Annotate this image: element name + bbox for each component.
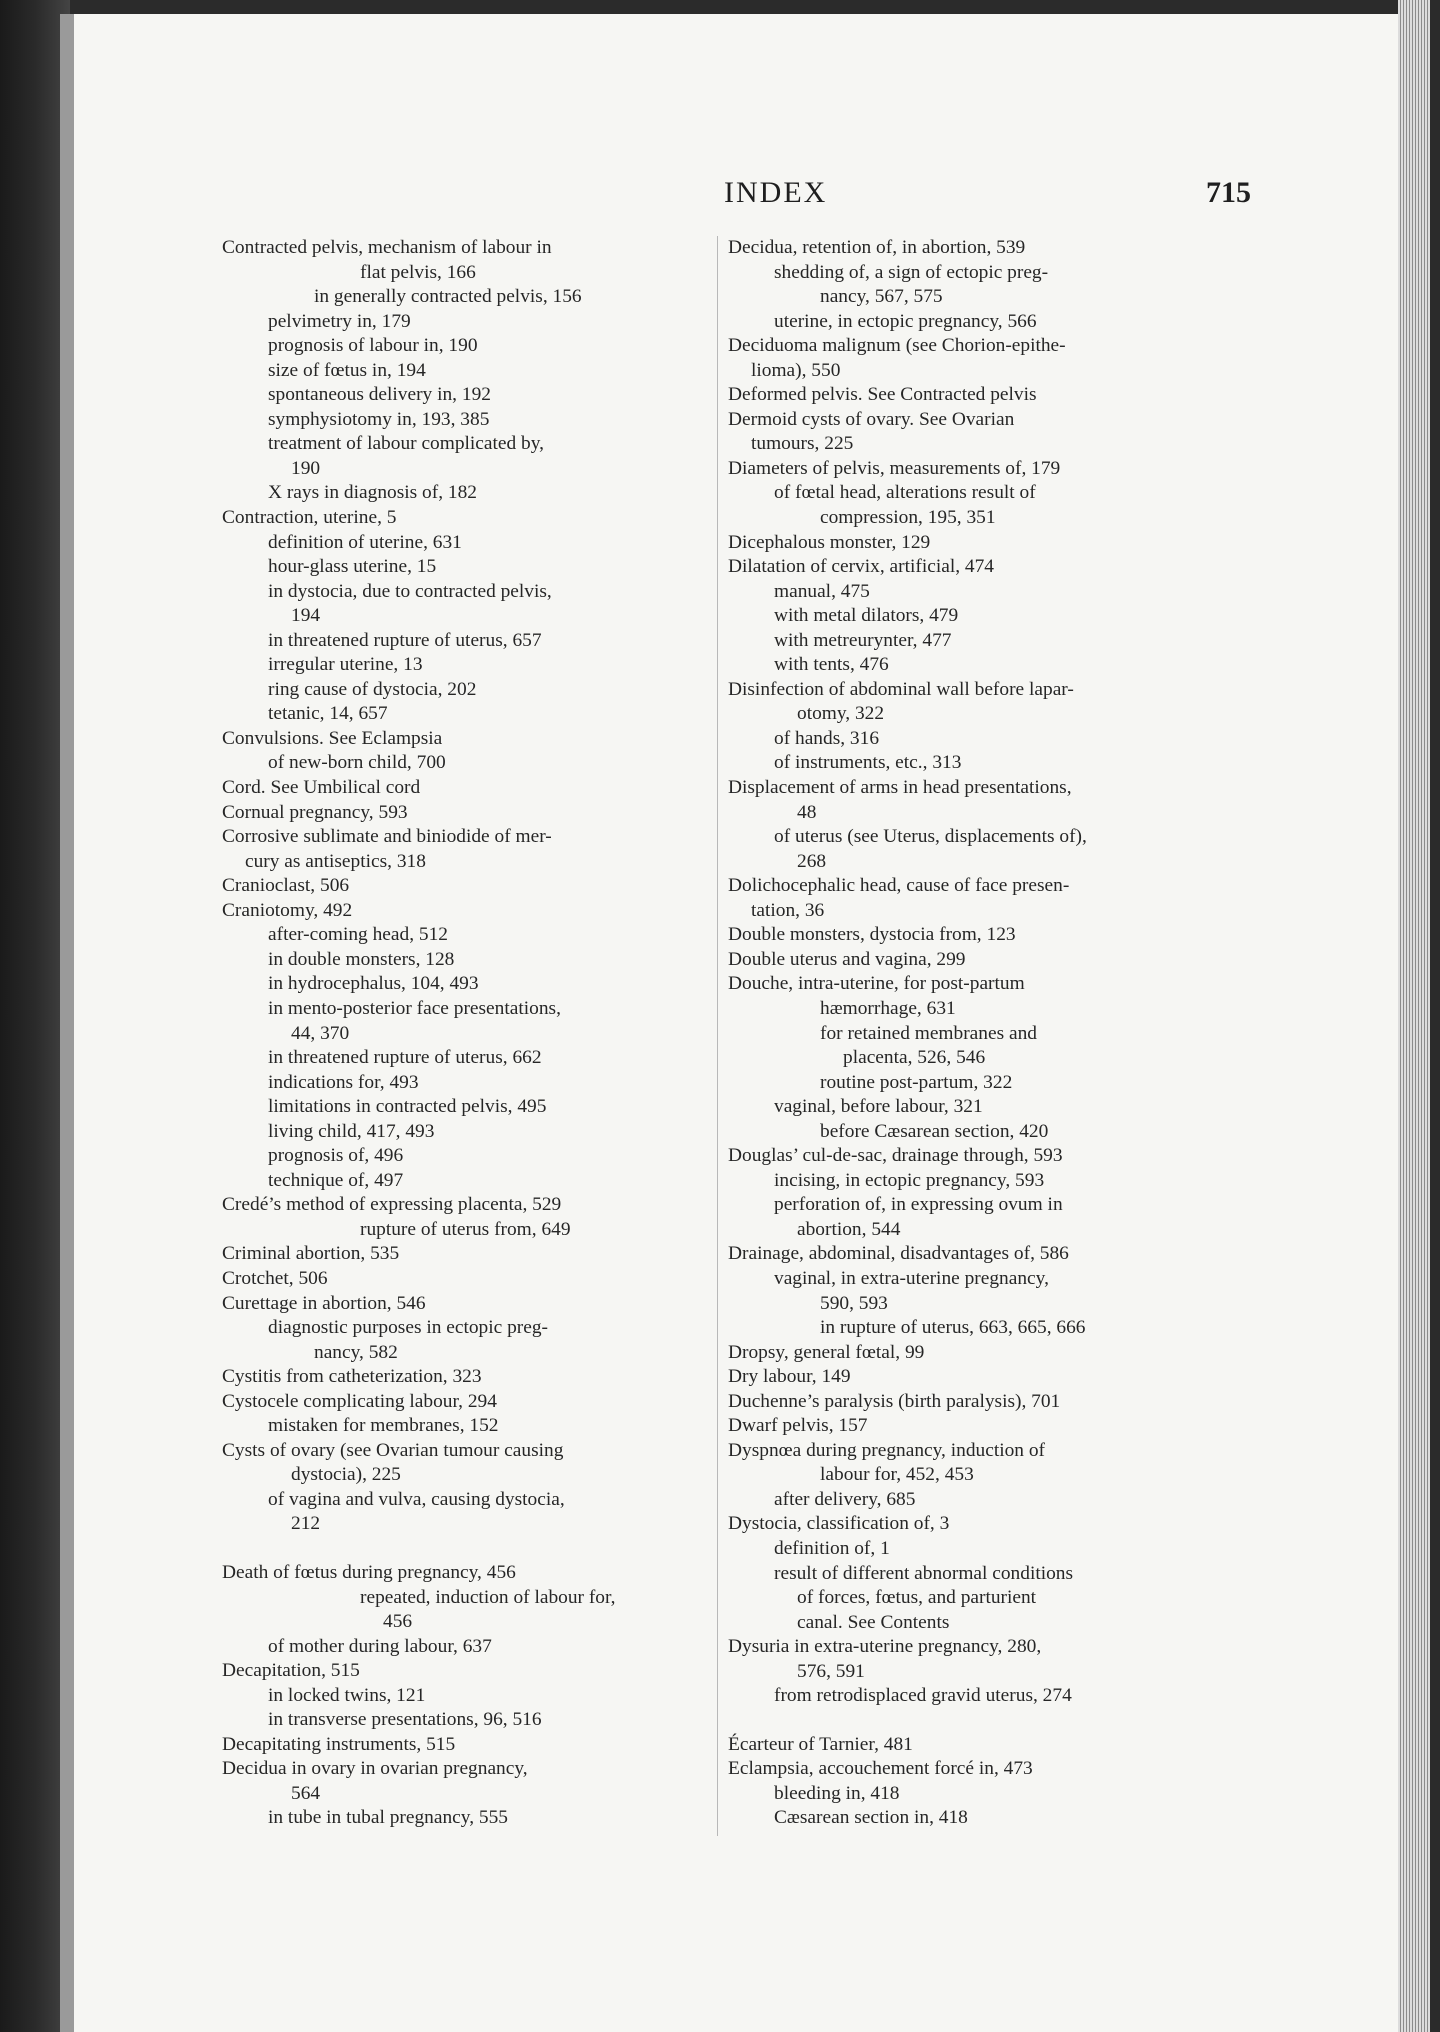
index-entry: Craniotomy, 492: [222, 899, 353, 921]
index-entry: Cystocele complicating labour, 294: [222, 1390, 497, 1412]
index-entry: definition of uterine, 631: [268, 531, 462, 553]
index-section-gap: [222, 1537, 702, 1561]
index-entry: uterine, in ectopic pregnancy, 566: [774, 310, 1037, 332]
index-entry: Dysuria in extra-uterine pregnancy, 280,: [728, 1636, 1042, 1658]
index-entry: of uterus (see Uterus, displacements of),: [774, 826, 1087, 848]
index-entry: from retrodisplaced gravid uterus, 274: [774, 1685, 1072, 1707]
index-entry: after delivery, 685: [774, 1488, 916, 1510]
index-entry: rupture of uterus from, 649: [360, 1218, 571, 1240]
index-column-right: [728, 236, 1208, 1831]
index-entry: Decidua in ovary in ovarian pregnancy,: [222, 1758, 528, 1780]
index-entry: prognosis of, 496: [268, 1145, 404, 1167]
index-entry: in threatened rupture of uterus, 657: [268, 629, 542, 651]
index-entry: cury as antiseptics, 318: [245, 850, 426, 872]
index-entry: lioma), 550: [751, 359, 841, 381]
index-entry: of hands, 316: [774, 727, 880, 749]
index-entry: before Cæsarean section, 420: [820, 1120, 1049, 1142]
index-entry: in threatened rupture of uterus, 662: [268, 1047, 542, 1069]
index-entry: Dermoid cysts of ovary. See Ovarian: [728, 408, 1015, 430]
index-entry: Eclampsia, accouchement forcé in, 473: [728, 1758, 1033, 1780]
index-entry: Curettage in abortion, 546: [222, 1292, 426, 1314]
index-entry: Drainage, abdominal, disadvantages of, 586: [728, 1243, 1069, 1265]
index-entry: tumours, 225: [751, 433, 854, 455]
index-entry: 48: [797, 801, 817, 823]
index-entry: Displacement of arms in head presentations,: [728, 777, 1072, 799]
index-entry: treatment of labour complicated by,: [268, 433, 545, 455]
index-entry: Deciduoma malignum (see Chorion-epithe-: [728, 335, 1066, 357]
index-entry: Douglas’ cul-de-sac, drainage through, 593: [728, 1145, 1063, 1167]
index-entry: in locked twins, 121: [268, 1684, 426, 1706]
index-entry: 590, 593: [820, 1292, 888, 1314]
index-entry: vaginal, in extra-uterine pregnancy,: [774, 1267, 1049, 1289]
index-entry: of vagina and vulva, causing dystocia,: [268, 1488, 565, 1510]
index-entry: Contracted pelvis, mechanism of labour in: [222, 237, 552, 258]
index-entry: symphysiotomy in, 193, 385: [268, 408, 490, 430]
index-entry: irregular uterine, 13: [268, 654, 423, 676]
index-entry: 268: [797, 850, 827, 872]
index-entry: of mother during labour, 637: [268, 1635, 492, 1657]
index-entry: perforation of, in expressing ovum in: [774, 1194, 1063, 1216]
index-entry: Cysts of ovary (see Ovarian tumour causing: [222, 1439, 564, 1461]
index-entry: 212: [291, 1513, 321, 1535]
index-entry: Diameters of pelvis, measurements of, 179: [728, 457, 1061, 479]
index-entry: prognosis of labour in, 190: [268, 335, 478, 357]
index-entry: in mento-posterior face presentations,: [268, 997, 561, 1019]
index-entry: of new-born child, 700: [268, 752, 446, 774]
index-entry: shedding of, a sign of ectopic preg-: [774, 261, 1049, 283]
index-entry: mistaken for membranes, 152: [268, 1415, 499, 1437]
index-entry: vaginal, before labour, 321: [774, 1096, 983, 1118]
index-entry: with tents, 476: [774, 654, 889, 676]
index-entry: of forces, fœtus, and parturient: [797, 1587, 1037, 1609]
index-entry: technique of, 497: [268, 1169, 404, 1191]
index-entry: Dropsy, general fœtal, 99: [728, 1341, 925, 1363]
index-entry: indications for, 493: [268, 1071, 419, 1093]
index-entry: Cæsarean section in, 418: [774, 1807, 968, 1829]
index-entry: Decapitating instruments, 515: [222, 1733, 456, 1755]
page-number: 715: [1206, 176, 1251, 209]
index-entry: compression, 195, 351: [820, 507, 996, 529]
index-entry: pelvimetry in, 179: [268, 310, 411, 332]
index-entry: Dystocia, classification of, 3: [728, 1513, 950, 1535]
index-entry: size of fœtus in, 194: [268, 359, 426, 381]
index-entry: 456: [383, 1611, 413, 1633]
index-entry: Cystitis from catheterization, 323: [222, 1366, 482, 1388]
index-entry: ring cause of dystocia, 202: [268, 678, 477, 700]
running-head-title: INDEX: [724, 176, 828, 209]
index-entry: routine post-partum, 322: [820, 1071, 1013, 1093]
index-entry: Criminal abortion, 535: [222, 1243, 400, 1265]
index-entry: with metal dilators, 479: [774, 605, 959, 627]
index-entry: nancy, 567, 575: [820, 286, 943, 308]
index-entry: 44, 370: [291, 1022, 350, 1044]
index-entry: placenta, 526, 546: [843, 1047, 986, 1069]
index-entry: Dolichocephalic head, cause of face presen-: [728, 875, 1070, 897]
index-entry: 564: [291, 1782, 321, 1804]
index-entry: in hydrocephalus, 104, 493: [268, 973, 479, 995]
column-divider: [717, 236, 718, 1836]
index-entry: 190: [291, 457, 321, 479]
index-entry: result of different abnormal conditions: [774, 1562, 1074, 1584]
index-entry: Double uterus and vagina, 299: [728, 948, 966, 970]
index-entry: repeated, induction of labour for,: [360, 1586, 616, 1608]
index-entry: bleeding in, 418: [774, 1782, 900, 1804]
index-entry: of instruments, etc., 313: [774, 752, 962, 774]
index-entry: living child, 417, 493: [268, 1120, 435, 1142]
index-entry: hour-glass uterine, 15: [268, 556, 437, 578]
index-entry: for retained membranes and: [820, 1022, 1037, 1044]
index-entry: Crotchet, 506: [222, 1267, 328, 1289]
index-entry: Dicephalous monster, 129: [728, 531, 931, 553]
index-entry: in dystocia, due to contracted pelvis,: [268, 580, 552, 602]
index-entry: Double monsters, dystocia from, 123: [728, 924, 1016, 946]
index-entry: Decidua, retention of, in abortion, 539: [728, 237, 1026, 258]
index-entry: canal. See Contents: [797, 1611, 950, 1633]
index-entry: X rays in diagnosis of, 182: [268, 482, 477, 504]
index-entry: of fœtal head, alterations result of: [774, 482, 1036, 504]
index-entry: Douche, intra-uterine, for post-partum: [728, 973, 1025, 995]
index-entry: Écarteur of Tarnier, 481: [728, 1733, 913, 1755]
index-entry: Cranioclast, 506: [222, 875, 350, 897]
index-entry: in rupture of uterus, 663, 665, 666: [820, 1317, 1086, 1339]
index-entry: hæmorrhage, 631: [820, 997, 956, 1019]
index-entry: Disinfection of abdominal wall before lapar-: [728, 678, 1074, 700]
index-entry: Cord. See Umbilical cord: [222, 777, 421, 799]
index-entry: Decapitation, 515: [222, 1660, 360, 1682]
index-entry: with metreurynter, 477: [774, 629, 952, 651]
index-entry: tation, 36: [751, 899, 825, 921]
index-entry: Dyspnœa during pregnancy, induction of: [728, 1439, 1046, 1461]
index-entry: Death of fœtus during pregnancy, 456: [222, 1561, 516, 1583]
index-entry: Deformed pelvis. See Contracted pelvis: [728, 384, 1037, 406]
index-entry: Dry labour, 149: [728, 1366, 851, 1388]
index-entry: in double monsters, 128: [268, 948, 455, 970]
index-entry: definition of, 1: [774, 1537, 890, 1559]
index-entry: limitations in contracted pelvis, 495: [268, 1096, 547, 1118]
index-entry: spontaneous delivery in, 192: [268, 384, 491, 406]
index-entry: Duchenne’s paralysis (birth paralysis), 701: [728, 1390, 1061, 1412]
page-edges: [1398, 0, 1440, 2032]
index-column-left: [222, 236, 702, 1831]
index-entry: Dwarf pelvis, 157: [728, 1415, 868, 1437]
index-entry: flat pelvis, 166: [360, 261, 476, 283]
index-entry: 576, 591: [797, 1660, 865, 1682]
index-entry: abortion, 544: [797, 1218, 901, 1240]
index-entry: nancy, 582: [314, 1341, 398, 1363]
index-entry: dystocia), 225: [291, 1464, 401, 1486]
index-entry: Cornual pregnancy, 593: [222, 801, 408, 823]
index-entry: incising, in ectopic pregnancy, 593: [774, 1169, 1045, 1191]
index-entry: tetanic, 14, 657: [268, 703, 388, 725]
index-entry: diagnostic purposes in ectopic preg-: [268, 1317, 549, 1339]
index-entry: labour for, 452, 453: [820, 1464, 974, 1486]
index-section-gap: [728, 1709, 1208, 1733]
index-entry: after-coming head, 512: [268, 924, 448, 946]
index-entry: Contraction, uterine, 5: [222, 507, 397, 529]
index-entry: in transverse presentations, 96, 516: [268, 1709, 542, 1731]
index-entry: Corrosive sublimate and biniodide of mer-: [222, 826, 552, 848]
index-entry: in tube in tubal pregnancy, 555: [268, 1807, 508, 1829]
index-entry: 194: [291, 605, 321, 627]
index-entry: manual, 475: [774, 580, 870, 602]
index-entry: Dilatation of cervix, artificial, 474: [728, 556, 994, 578]
index-entry: otomy, 322: [797, 703, 885, 725]
index-entry: Convulsions. See Eclampsia: [222, 727, 443, 749]
index-entry: in generally contracted pelvis, 156: [314, 286, 582, 308]
index-entry: Credé’s method of expressing placenta, 529: [222, 1194, 562, 1216]
